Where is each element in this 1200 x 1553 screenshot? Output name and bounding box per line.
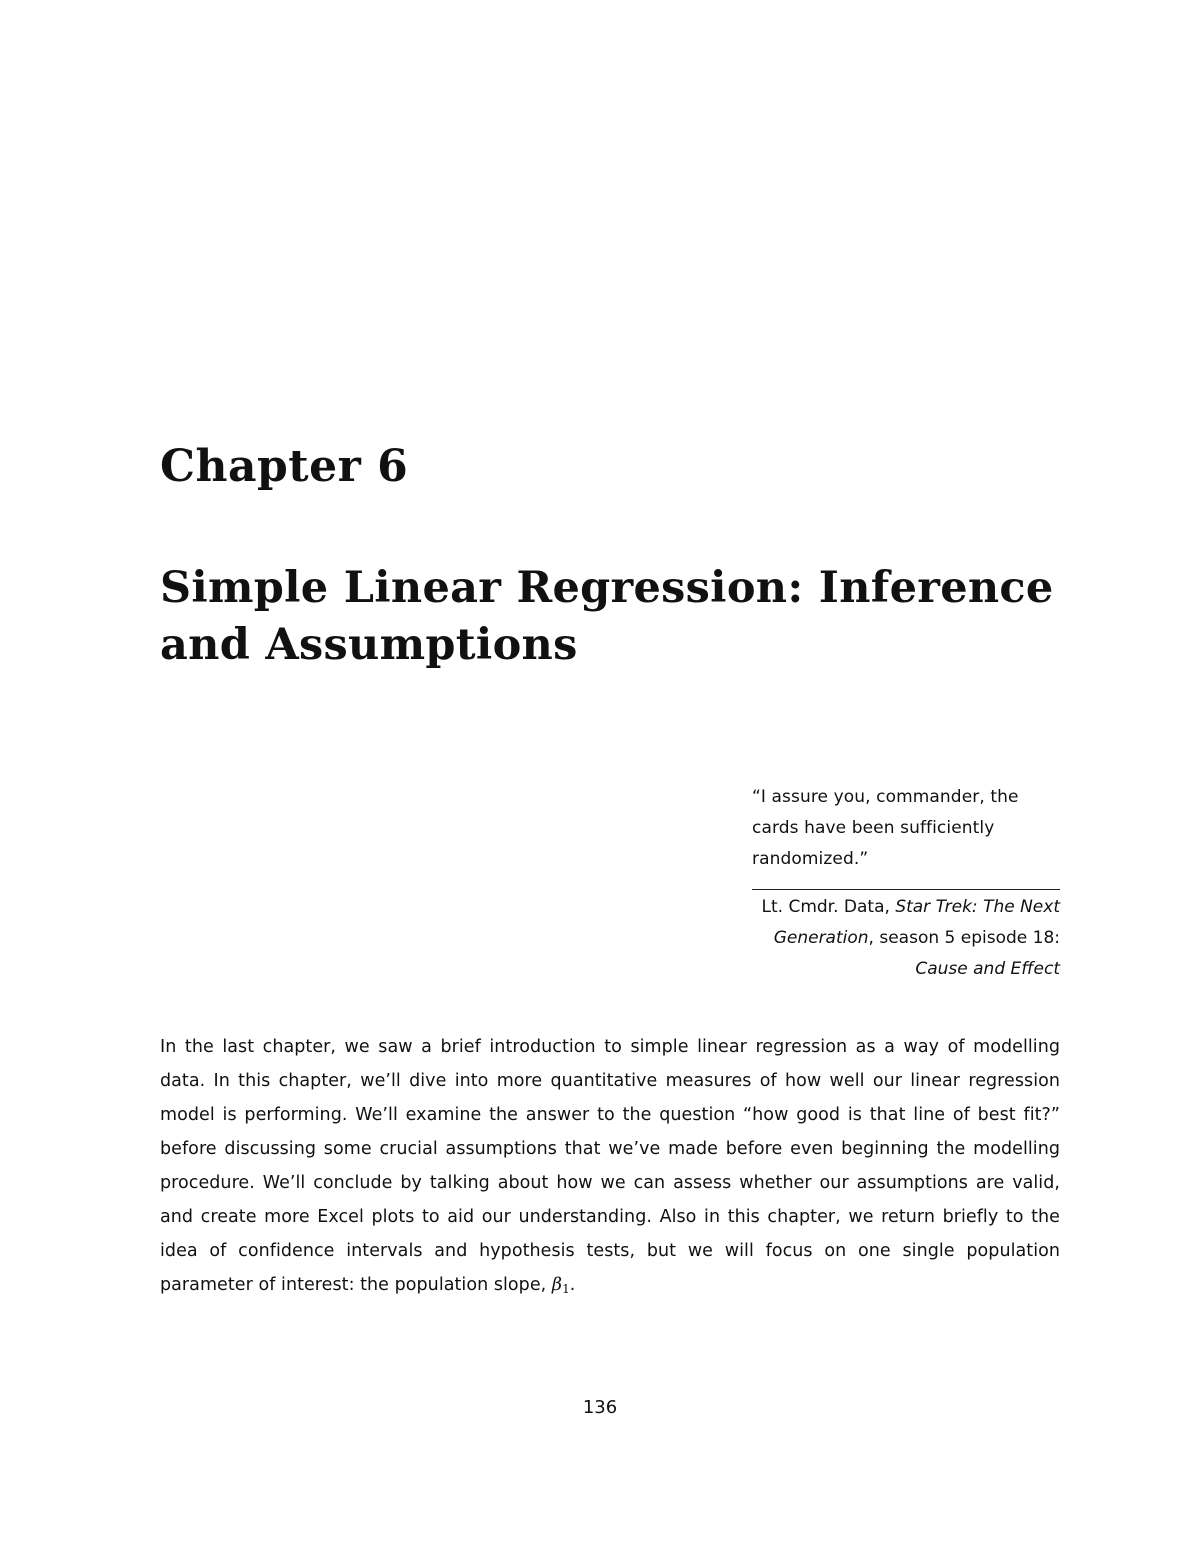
paragraph-period: . xyxy=(569,1275,576,1295)
page-number: 136 xyxy=(582,1397,618,1418)
beta-subscript: 1 xyxy=(562,1282,570,1296)
epigraph-divider xyxy=(752,889,1060,890)
attribution-show: Star Trek: The Next Generation xyxy=(773,897,1060,948)
attribution-speaker: Lt. Cmdr. Data, xyxy=(761,897,896,917)
intro-paragraph-text: In the last chapter, we saw a brief introduction to simple linear regression as a way of modelling data. In this chapter, we’ll dive into more quantitative measures of how well our linear regression model is performing. We’ll examine the answer to the question “how good is that line of best fit?” before discussing some crucial assumptions that we’ve made before even beginning the modelling procedure. We’ll conclude by talking about how we can assess whether our assumptions are valid, and create more Excel plots to aid our understanding. Also in this chapter, we return briefly to the idea of confidence intervals and hypothesis tests, but we will focus on one single population parameter of interest: the population slope, xyxy=(160,1037,1060,1295)
epigraph xyxy=(752,782,1060,985)
chapter-title: Simple Linear Regression: Inference and Assumptions xyxy=(160,563,1054,670)
intro-paragraph xyxy=(160,1030,1060,1306)
epigraph-attribution xyxy=(752,892,1060,985)
attribution-episode: Cause and Effect xyxy=(915,959,1060,979)
epigraph-quote: “I assure you, commander, the cards have been sufficiently randomized.” xyxy=(752,787,1019,869)
attribution-season: , season 5 episode 18: xyxy=(868,928,1060,948)
chapter-label: Chapter 6 xyxy=(160,441,409,492)
beta-symbol: β xyxy=(551,1275,563,1295)
